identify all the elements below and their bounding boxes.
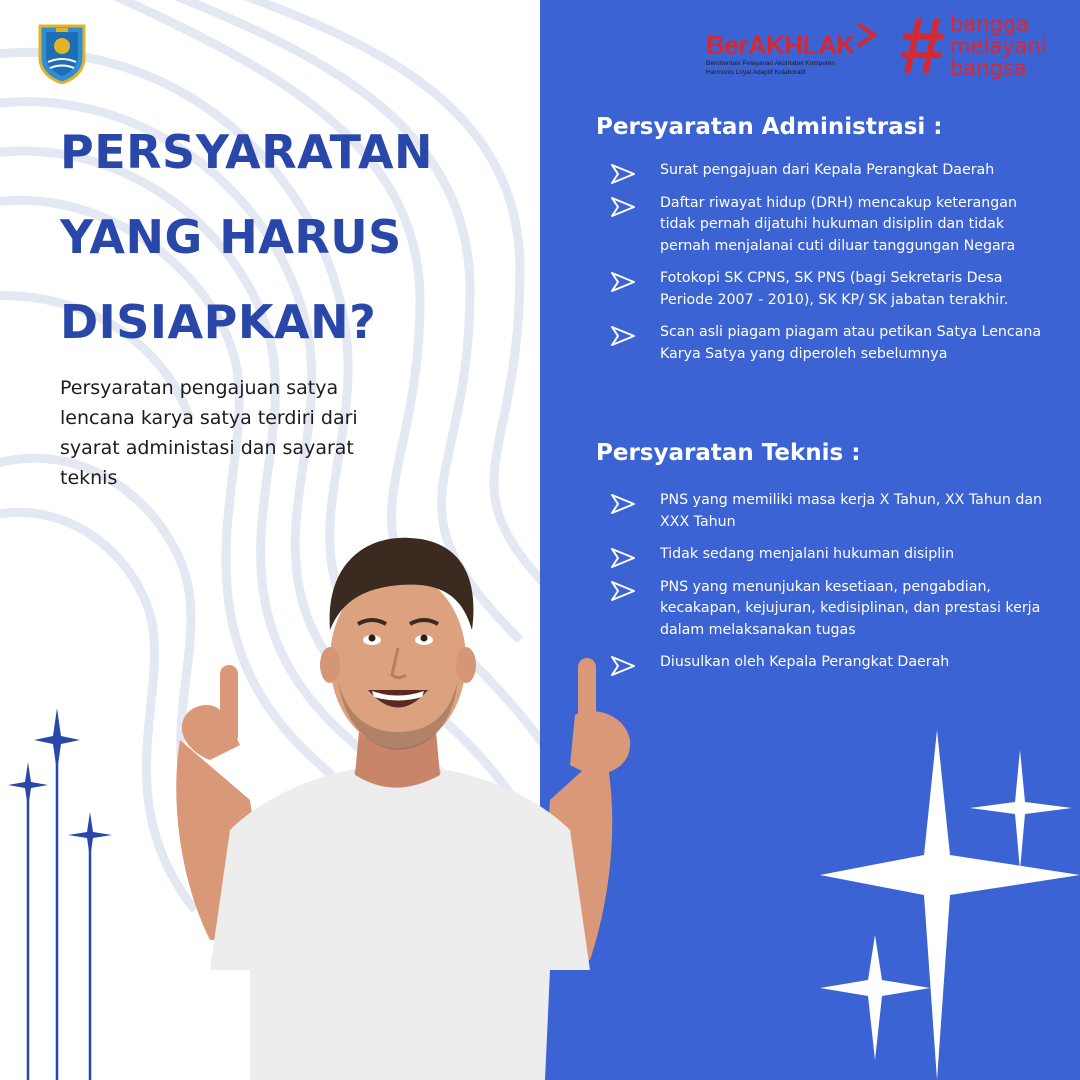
send-arrow-icon bbox=[609, 579, 637, 603]
intro-paragraph: Persyaratan pengajuan satya lencana karya satya terdiri dari syarat administasi dan sayarat teknis bbox=[60, 377, 358, 489]
send-arrow-icon bbox=[609, 324, 637, 348]
list-item bbox=[605, 652, 1045, 674]
list-item bbox=[605, 322, 1045, 365]
berakhlak-logo bbox=[706, 22, 876, 82]
list-item bbox=[605, 160, 1045, 182]
bangga-melayani-bangsa-logo bbox=[900, 1, 1050, 90]
list-item-text: Surat pengajuan dari Kepala Perangkat Daerah bbox=[660, 162, 995, 178]
hashtag-icon: # bbox=[900, 1, 945, 90]
bangga-line-3: bangsa bbox=[950, 56, 1027, 80]
berakhlak-wordmark: BerAKHLAK bbox=[706, 30, 855, 60]
page-headline: PERSYARATAN YANG HARUS DISIAPKAN? bbox=[60, 125, 434, 349]
list-item bbox=[605, 193, 1045, 258]
list-item-text: Daftar riwayat hidup (DRH) mencakup keterangan tidak pernah dijatuhi hukuman disiplin dan tidak pernah menjalanai cuti diluar tanggungan Negara bbox=[660, 194, 1017, 254]
smiling-man-pointing-up-photo bbox=[150, 500, 650, 1080]
send-arrow-icon bbox=[609, 270, 637, 294]
berakhlak-tagline-2: Harmonis Loyal Adaptif Kolaboratif bbox=[706, 69, 806, 76]
bangga-line-2: melayani bbox=[950, 34, 1047, 58]
regional-emblem-logo bbox=[36, 22, 88, 84]
teknis-requirements-list bbox=[605, 490, 1045, 685]
list-item-text: Scan asli piagam piagam atau petikan Satya Lencana Karya Satya yang diperoleh sebelumnya bbox=[660, 324, 1042, 362]
list-item bbox=[605, 544, 1045, 566]
list-item bbox=[605, 490, 1045, 533]
send-arrow-icon bbox=[609, 162, 637, 186]
send-arrow-icon bbox=[609, 492, 637, 516]
sparkle-stars-right-decoration bbox=[810, 730, 1080, 1080]
chevron-right-icon bbox=[854, 22, 878, 48]
admin-requirements-list bbox=[605, 160, 1045, 376]
list-item-text: PNS yang memiliki masa kerja X Tahun, XX Tahun dan XXX Tahun bbox=[660, 492, 1043, 530]
send-arrow-icon bbox=[609, 195, 637, 219]
list-item-text: Fotokopi SK CPNS, SK PNS (bagi Sekretaris Desa Periode 2007 - 2010), SK KP/ SK jabatan terakhir. bbox=[660, 270, 1009, 308]
list-item bbox=[605, 577, 1045, 642]
list-item-text: PNS yang menunjukan kesetiaan, pengabdian, kecakapan, kejujuran, kedisiplinan, dan prestasi kerja dalam melaksanakan tugas bbox=[660, 578, 1041, 638]
admin-section-title: Persyaratan Administrasi : bbox=[596, 114, 943, 140]
list-item-text: Tidak sedang menjalani hukuman disiplin bbox=[660, 546, 955, 562]
berakhlak-tagline-1: Berorientasi Pelayanan Akuntabel Kompeten bbox=[706, 60, 836, 67]
send-arrow-icon bbox=[609, 654, 637, 678]
list-item-text: Diusulkan oleh Kepala Perangkat Daerah bbox=[660, 654, 950, 670]
teknis-section-title: Persyaratan Teknis : bbox=[596, 440, 861, 466]
bangga-line-1: bangga bbox=[950, 12, 1030, 36]
send-arrow-icon bbox=[609, 546, 637, 570]
list-item bbox=[605, 268, 1045, 311]
sparkle-stars-left-decoration bbox=[0, 700, 140, 1080]
